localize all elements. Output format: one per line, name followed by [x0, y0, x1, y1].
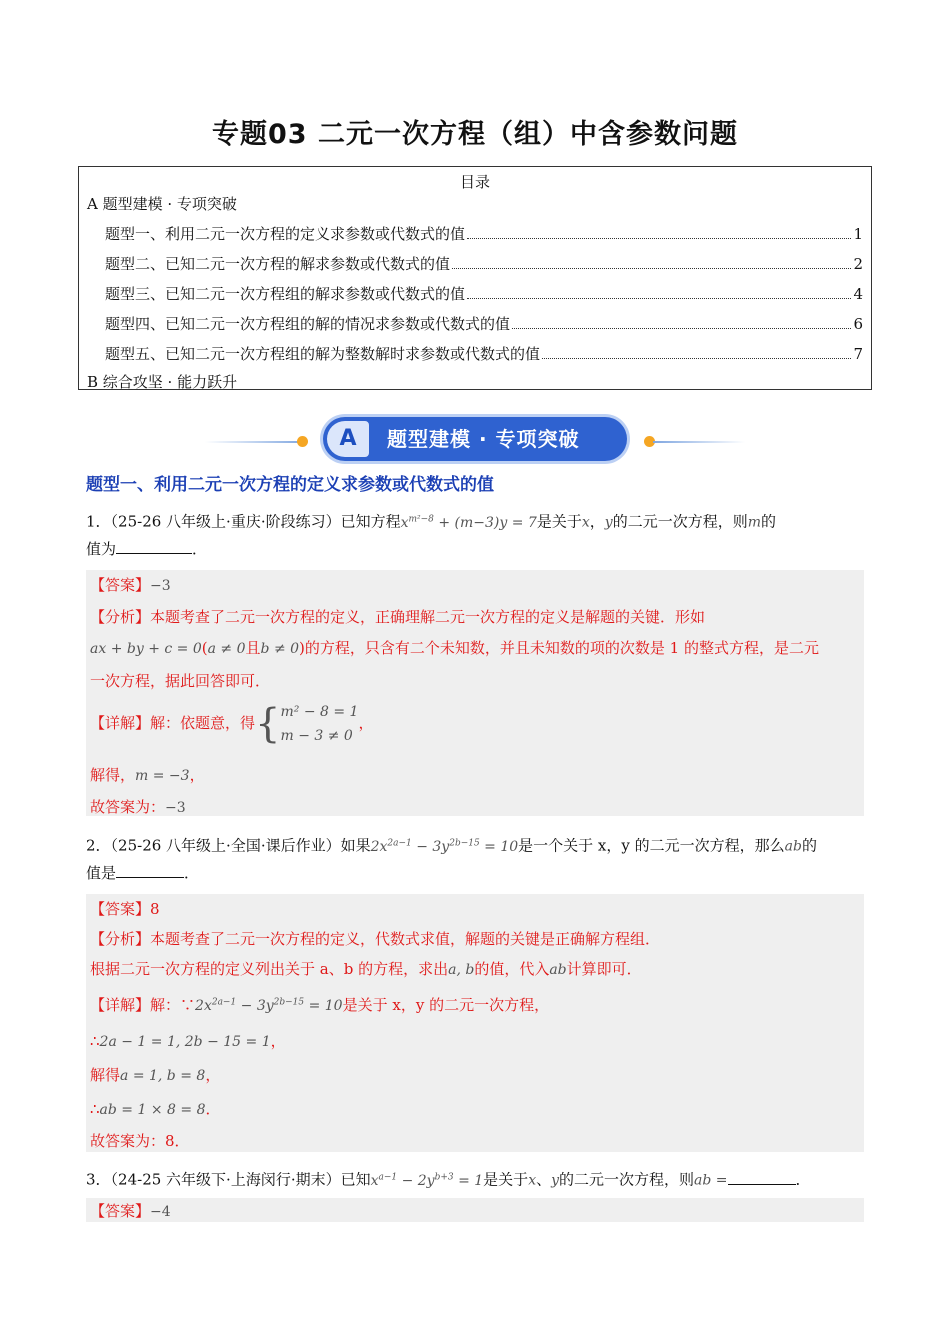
detail-text: 解得 — [90, 1066, 121, 1084]
toc-leader — [512, 328, 851, 329]
q3-text: 的二元一次方程，则 — [559, 1170, 695, 1189]
answer-line — [90, 1200, 171, 1221]
math-product: ab = 1 × 8 = 8 — [99, 1102, 206, 1118]
section-heading: 题型一、利用二元一次方程的定义求参数或代数式的值 — [86, 475, 494, 495]
toc-item-label: 题型一、利用二元一次方程的定义求参数或代数式的值 — [105, 225, 466, 243]
toc-item[interactable] — [79, 215, 871, 245]
answer-line — [90, 898, 160, 919]
analysis-tag: 【分析】 — [90, 930, 151, 948]
detail-text: 是关于 x，y 的二元一次方程， — [342, 996, 550, 1014]
answer-blank[interactable] — [116, 537, 192, 554]
toc-leader — [542, 358, 851, 359]
math-x: x — [528, 1172, 537, 1189]
analysis-text: )的方程，只含有二个未知数，并且未知数的项的次数是 1 的整式方程，是二元 — [299, 639, 819, 657]
q1-text: 是关于 — [536, 512, 582, 531]
section-banner — [205, 414, 745, 464]
analysis-text: 本题考查了二元一次方程的定义，代数式求值，解题的关键是正确解方程组． — [150, 930, 661, 948]
q2-equation: $2x^{2a-1} - 3y^{2b-15} = 10$ — [370, 838, 519, 855]
analysis-line — [90, 637, 819, 658]
toc-item-page: 6 — [853, 315, 863, 333]
brace-icon: { — [255, 701, 281, 747]
detail-text: 解：依题意，得 — [150, 714, 256, 732]
toc-leader — [452, 268, 851, 269]
math-ab: ab — [784, 838, 802, 855]
math-result: m = −3 — [135, 768, 190, 784]
equation-system: m² − 8 = 1 m − 3 ≠ 0 — [280, 704, 359, 744]
analysis-text: 的值，代入 — [474, 960, 550, 978]
q3-text: 、 — [536, 1170, 552, 1189]
analysis-text: 根据二元一次方程的定义列出关于 a、b 的方程，求出 — [90, 960, 449, 978]
q2-text: 的 — [801, 836, 817, 855]
analysis-text: 且 — [245, 639, 261, 657]
final-value: −3 — [165, 800, 186, 816]
toc-leader — [467, 298, 851, 299]
math-m: m — [747, 514, 761, 531]
q2-text: 值是 — [86, 863, 117, 882]
banner-text: 题型建模 · 专项突破 — [387, 427, 580, 451]
toc-item-page: 4 — [853, 285, 863, 303]
answer-box-3 — [86, 1198, 864, 1222]
detail-line: 解得，m = −3， — [90, 766, 205, 784]
analysis-line — [90, 606, 705, 627]
banner-line-left — [205, 441, 305, 443]
q3-text: 是关于 — [483, 1170, 529, 1189]
q1-text: 1．（25-26 八年级上·重庆·阶段练习）已知方程 — [86, 512, 401, 531]
toc-item-label: 题型三、已知二元一次方程组的解求参数或代数式的值 — [105, 285, 466, 303]
toc-item-page: 2 — [853, 255, 863, 273]
analysis-tag: 【分析】 — [90, 608, 151, 626]
detail-line: ∴2a − 1 = 1, 2b − 15 = 1， — [90, 1032, 286, 1050]
final-line — [90, 1130, 190, 1151]
toc-section-a[interactable]: A 题型建模 · 专项突破 — [87, 195, 237, 213]
math-a-b: a, b — [448, 962, 475, 978]
detail-line: ∴ab = 1 × 8 = 8． — [90, 1100, 221, 1118]
toc-item-page: 7 — [853, 345, 863, 363]
q3-text: ． — [795, 1170, 811, 1189]
math-x: x — [581, 514, 590, 531]
math-ab: ab — [549, 962, 567, 978]
final-text: 故答案为： — [90, 798, 166, 816]
q1-text: ． — [192, 539, 208, 558]
toc-section-b[interactable]: B 综合攻坚 · 能力跃升 — [87, 373, 238, 391]
toc-item[interactable] — [79, 305, 871, 335]
banner-pill — [323, 417, 627, 461]
q2-text: ． — [184, 863, 200, 882]
analysis-text: ( — [201, 639, 208, 657]
question-2 — [86, 830, 866, 886]
analysis-text: 本题考查了二元一次方程的定义，正确理解二元一次方程的定义是解题的关键．形如 — [150, 608, 706, 626]
analysis-line — [90, 928, 660, 949]
table-of-contents — [78, 166, 872, 390]
q1-text: 值为 — [86, 539, 117, 558]
math-solution: a = 1, b = 8 — [120, 1068, 206, 1084]
toc-item-label: 题型四、已知二元一次方程组的解的情况求参数或代数式的值 — [105, 315, 511, 333]
math-a-neq-0: a ≠ 0 — [207, 641, 246, 657]
toc-item[interactable] — [79, 245, 871, 275]
analysis-line — [90, 958, 642, 979]
math-equation: $2x^{2a-1} - 3y^{2b-15} = 10$ — [195, 997, 343, 1014]
math-ab-eq: ab = — [694, 1172, 728, 1189]
final-line — [90, 796, 186, 817]
detail-text: 解得， — [90, 766, 136, 784]
banner-dot-left — [297, 436, 308, 447]
q3-text: 3．（24-25 六年级下·上海闵行·期末）已知 — [86, 1170, 371, 1189]
detail-line: 解得a = 1, b = 8， — [90, 1066, 221, 1084]
toc-item-page: 1 — [853, 225, 863, 243]
answer-value: −4 — [150, 1204, 171, 1220]
q1-text: ， — [589, 512, 605, 531]
answer-value: 8 — [150, 900, 160, 918]
detail-line — [90, 994, 549, 1015]
page-title: 专题03 二元一次方程（组）中含参数问题 — [212, 119, 738, 150]
q2-text: 2．（25-26 八年级上·全国·课后作业）如果 — [86, 836, 371, 855]
toc-item[interactable] — [79, 275, 871, 305]
q1-equation: $x^{m^2-8} + (m-3)y = 7$ — [400, 514, 537, 531]
analysis-text: 计算即可． — [566, 960, 642, 978]
math-y: y — [604, 514, 613, 531]
banner-line-right — [653, 441, 745, 443]
math-y: y — [551, 1172, 560, 1189]
analysis-line — [90, 670, 270, 691]
detail-line: 【详解】解：依题意，得{m² − 8 = 1 m − 3 ≠ 0， — [90, 701, 374, 747]
answer-line — [90, 574, 171, 595]
answer-tag: 【答案】 — [90, 576, 151, 594]
toc-leader — [467, 238, 851, 239]
toc-item[interactable] — [79, 335, 871, 365]
math-equations: 2a − 1 = 1, 2b − 15 = 1 — [99, 1034, 271, 1050]
therefore-symbol: ∴ — [90, 1100, 100, 1118]
question-1 — [86, 506, 866, 562]
math-b-neq-0: b ≠ 0 — [260, 641, 300, 657]
detail-text: 解：∵ — [150, 996, 196, 1014]
toc-item-label: 题型二、已知二元一次方程的解求参数或代数式的值 — [105, 255, 451, 273]
detail-tag: 【详解】 — [90, 996, 151, 1014]
answer-blank[interactable] — [728, 1168, 796, 1185]
answer-box-1 — [86, 570, 864, 816]
question-3 — [86, 1164, 866, 1194]
analysis-text: 一次方程，据此回答即可． — [90, 672, 271, 690]
math-general-form: ax + by + c = 0 — [90, 641, 202, 657]
q1-text: 的 — [761, 512, 777, 531]
final-text: 故答案为：8． — [90, 1132, 190, 1150]
q1-text: 的二元一次方程，则 — [612, 512, 748, 531]
q3-equation: $x^{a-1} - 2y^{b+3} = 1$ — [370, 1172, 484, 1189]
therefore-symbol: ∴ — [90, 1032, 100, 1050]
q2-text: 是一个关于 x，y 的二元一次方程，那么 — [518, 836, 785, 855]
banner-badge: A — [327, 421, 369, 457]
toc-item-label: 题型五、已知二元一次方程组的解为整数解时求参数或代数式的值 — [105, 345, 541, 363]
toc-heading: 目录 — [459, 173, 490, 191]
answer-tag: 【答案】 — [90, 1202, 151, 1220]
answer-tag: 【答案】 — [90, 900, 151, 918]
answer-blank[interactable] — [116, 861, 184, 878]
answer-box-2 — [86, 894, 864, 1152]
detail-tag: 【详解】 — [90, 714, 151, 732]
answer-value: −3 — [150, 578, 171, 594]
